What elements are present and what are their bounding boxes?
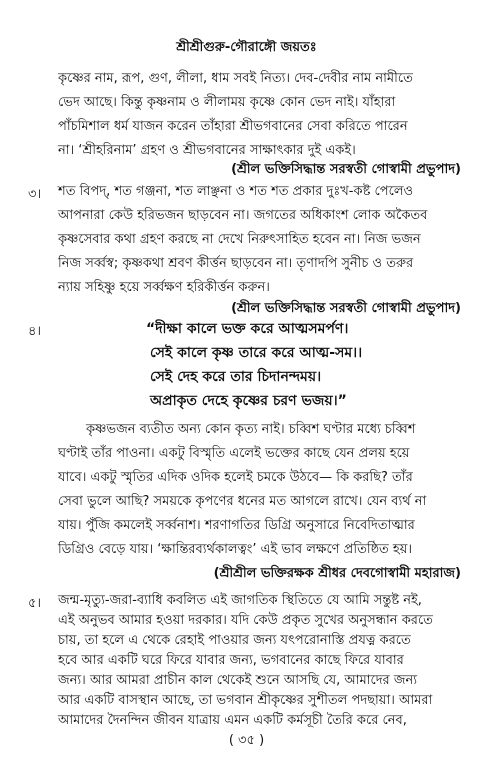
page-header: শ্রীশ্রীগুরু-গৌরাঙ্গৌ জয়তঃ (176, 40, 317, 55)
text-line: চায়, তা হলে এ থেকে রেহাই পাওয়ার জন্য যৎপরোনাস্তি প্রযত্ন করতে (58, 633, 411, 648)
text-line: আপনারা কেউ হরিভজন ছাড়বেন না। জগতের অধিকাংশ লোক অকৈতব (58, 208, 428, 223)
text-line: আর একটি বাসস্থান আছে, তা ভগবান শ্রীকৃষ্ণের সুশীতল পদছায়া। আমরা (58, 693, 433, 708)
text-line: সেবা ভুলে আছি? সময়কে কৃপণের ধনের মত আগলে রাখে। যেন ব্যর্থ না (58, 494, 427, 509)
verse-line: “দীক্ষা কালে ভক্ত করে আত্মসমর্পণ। (146, 321, 349, 337)
text-line: জন্য। আর আমরা প্রাচীন কাল থেকেই শুনে আসছি যে, আমাদের জন্য (58, 673, 417, 688)
text-line: কৃষ্ণভজন ব্যতীত অন্য কোন কৃত্য নাই। চব্বিশ ঘণ্টার মধ্যে চব্বিশ (86, 422, 416, 437)
text-line: শত বিপদ্, শত গঞ্জনা, শত লাঞ্ছনা ও শত শত প্রকার দুঃখ-কষ্ট পেলেও (58, 184, 414, 199)
item-number: ৪। (28, 324, 42, 339)
item-number: ৩। (28, 187, 42, 202)
text-line: হবে আর একটি ঘরে ফিরে যাবার জন্য, ভগবানের কাছে ফিরে যাবার (58, 653, 404, 668)
verse-line: সেই দেহ করে তার চিদানন্দময়। (150, 369, 322, 385)
text-line: ডিগ্রিও বেড়ে যায়। ‘ক্ষান্তিরব্যর্থকালত্বং’ এই ভাব লক্ষণে প্রতিষ্ঠিত হয়। (58, 542, 413, 557)
text-line: না। ‘শ্রীহরিনাম’ গ্রহণ ও শ্রীভগবানের সাক্ষাৎকার দুই একই। (58, 143, 356, 158)
text-line: কৃষ্ণের নাম, রূপ, গুণ, লীলা, ধাম সবই নিত্য। দেব-দেবীর নাম নামীতে (58, 71, 413, 86)
text-line: এই অনুভব আমার হওয়া দরকার। যদি কেউ প্রকৃত সুখের অনুসন্ধান করতে (58, 613, 433, 628)
verse-line: অপ্রাকৃত দেহে কৃষ্ণের চরণ ভজয়।” (150, 393, 347, 409)
text-line: জন্ম-মৃত্যু-জরা-ব্যাধি কবলিত এই জাগতিক স্থিতিতে যে আমি সন্তুষ্ট নই, (58, 593, 422, 608)
text-line: আমাদের দৈনন্দিন জীবন যাত্রায় এমন একটি কর্মসূচী তৈরি করে নেব, (58, 713, 407, 728)
text-line: নিজ সর্ব্বস্ব; কৃষ্ণকথা শ্রবণ কীর্ত্তন ছাড়বেন না। তৃণাদপি সুনীচ ও তরুর (58, 256, 414, 271)
text-line: যায়। পুঁজি কমলেই সর্ব্বনাশ। শরণাগতির ডিগ্রি অনুসারে নিবেদিতাত্মার (58, 518, 415, 533)
text-line: কৃষ্ণসেবার কথা গ্রহণ করছে না দেখে নিরুৎসাহিত হবেন না। নিজ ভজন (58, 232, 421, 247)
attribution: (শ্রীশ্রীল ভক্তিরক্ষক শ্রীধর দেবগোস্বামী মহারাজ) (213, 566, 461, 581)
attribution: (শ্রীল ভক্তিসিদ্ধান্ত সরস্বতী গোস্বামী প্রভুপাদ) (231, 301, 461, 316)
text-line: পাঁচমিশাল ধর্ম যাজন করেন তাঁহারা শ্রীভগবানের সেবা করিতে পারেন (58, 119, 408, 134)
page-number: ( ৩৫ ) (228, 733, 265, 748)
verse-line: সেই কালে কৃষ্ণ তারে করে আত্ম-সম।। (150, 345, 363, 361)
text-line: ভেদ আছে। কিন্তু কৃষ্ণনাম ও লীলাময় কৃষ্ণে কোন ভেদ নাই। যাঁহারা (58, 95, 396, 110)
text-line: ন্যায় সহিষ্ণু হয়ে সর্ব্বক্ষণ হরিকীর্ত্তন করুন। (58, 280, 270, 295)
text-line: ঘণ্টাই তাঁর পাওনা। একটু বিস্মৃতি এলেই ভক্তের কাছে যেন প্রলয় হয়ে (58, 446, 410, 461)
item-number: ৫। (28, 596, 42, 611)
text-line: যাবে। একটু স্মৃতির এদিক ওদিক হলেই চমকে উঠবে— কি করছি? তাঁর (58, 470, 413, 485)
attribution: (শ্রীল ভক্তিসিদ্ধান্ত সরস্বতী গোস্বামী প্রভুপাদ) (231, 162, 461, 177)
